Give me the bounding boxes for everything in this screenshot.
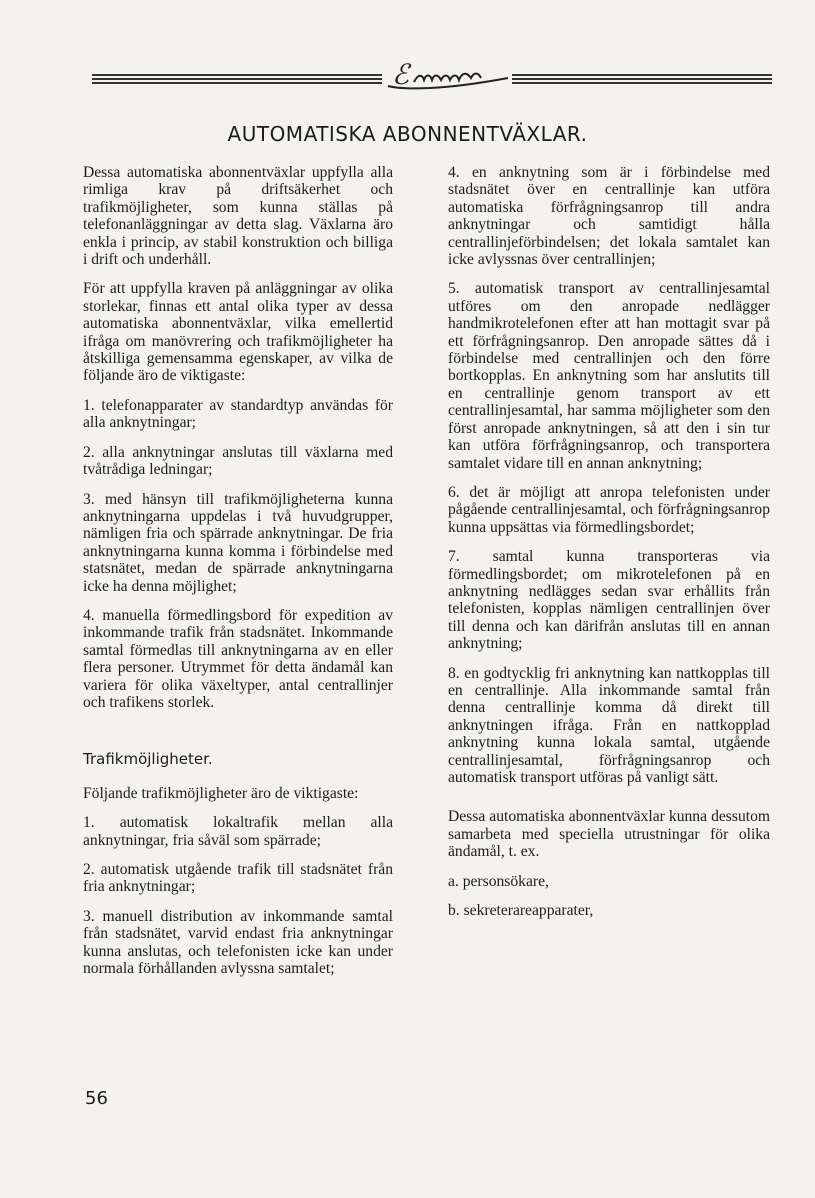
feature-item: 4. manuella förmedlingsbord för expedition av inkommande trafik från stadsnätet. Inkommande samtal förmedlas till anknytningarna av en eller flera personer. Utrymmet för detta ändamål kan variera för olika växeltyper, antal centrallinjer och trafikens storlek.	[83, 606, 393, 711]
page-number: 56	[85, 1088, 108, 1109]
closing-paragraph: Dessa automatiska abonnentväxlar kunna dessutom samarbeta med speciella utrustningar för olika ändamål, t. ex.	[448, 808, 770, 861]
ericsson-logo-script	[384, 56, 512, 96]
header-rule-left	[92, 74, 382, 84]
section-heading: Trafikmöjligheter.	[83, 750, 213, 769]
intro-paragraph: Dessa automatiska abonnentväxlar uppfylla alla rimliga krav på driftsäkerhet och trafikmöjligheter, som kunna ställas på telefonanläggningar av detta slag. Växlarna äro enkla i princip, av stabil konstruktion och billiga i drift och underhåll.	[83, 164, 393, 269]
ericsson-logo	[384, 56, 512, 96]
header-rule-right	[512, 74, 772, 84]
possibility-item: 3. manuell distribution av inkommande samtal från stadsnätet, varvid endast fria anknytningar kunna anslutas, och telefonisten icke kan under normala förhållanden avlyssna samtalet;	[83, 907, 393, 978]
possibility-item: 8. en godtycklig fri anknytning kan nattkopplas till en centrallinje. Alla inkommande samtal från denna centrallinje komma då direkt till anknytningen ifråga. Från en nattkopplad anknytning kunna lokala samtal, utgående centrallinjesamtal, förfrågningsanrop och automatisk transport utföras på vanligt sätt.	[448, 664, 770, 786]
possibility-item: 4. en anknytning som är i förbindelse med stadsnätet över en centrallinje kan utföra automatiska förfrågningsanrop till andra anknytningar och samtidigt hålla centrallinjeförbindelsen; det lokala samtalet kan icke avlyssnas över centrallinjen;	[448, 164, 770, 269]
section-intro: Följande trafikmöjligheter äro de viktigaste:	[83, 784, 359, 802]
possibility-item: 1. automatisk lokaltrafik mellan alla anknytningar, fria såväl som spärrade;	[83, 814, 393, 849]
possibility-item: 2. automatisk utgående trafik till stadsnätet från fria anknytningar;	[83, 861, 393, 896]
left-column	[83, 164, 393, 989]
svg-text:ℰ: ℰ	[392, 58, 408, 91]
feature-item: 2. alla anknytningar anslutas till växlarna med tvåtrådiga ledningar;	[83, 443, 393, 479]
page-header	[92, 58, 772, 102]
feature-item: 1. telefonapparater av standardtyp användas för alla anknytningar;	[83, 396, 393, 432]
possibility-item: 5. automatisk transport av centrallinjesamtal utföres om den anropade nedlägger handmikrotelefonen efter att han mottagit svar på ett förfrågningsanrop. Den anropade sättes då i förbindelse med centrallinjen och den förre bortkopplas. En anknytning som har anslutits till en centrallinje genom transport av ett centrallinjesamtal, har samma möjligheter som den först anropade anknytningen, så att den i sin tur kan utföra förfrågningsanrop, och transportera samtalet vidare till en annan anknytning;	[448, 280, 770, 472]
equipment-item: b. sekreterareapparater,	[448, 902, 594, 920]
possibility-item: 7. samtal kunna transporteras via förmedlingsbordet; om mikrotelefonen på en anknytning nedlägges sedan svar erhållits från telefonisten, kopplas nämligen centrallinjen över till denna och kan därifrån anslutas till en annan anknytning;	[448, 548, 770, 653]
possibility-item: 6. det är möjligt att anropa telefonisten under pågående centrallinjesamtal, och förfrågningsanrop kunna uppsättas via förmedlingsbordet;	[448, 483, 770, 536]
right-column	[448, 164, 770, 922]
equipment-item: a. personsökare,	[448, 872, 549, 890]
intro-paragraph: För att uppfylla kraven på anläggningar av olika storlekar, finnas ett antal olika typer av dessa automatiska abonnentväxlar, vilka emellertid ifråga om manövrering och trafikmöjligheter ha åtskilliga gemensamma egenskaper, av vilka de följande äro de viktigaste:	[83, 280, 393, 385]
feature-item: 3. med hänsyn till trafikmöjligheterna kunna anknytningarna uppdelas i två huvudgrupper, nämligen fria och spärrade anknytningar. De fria anknytningarna kunna komma i förbindelse med statsnätet, medan de spärrade anknytningarna icke ha denna möjlighet;	[83, 490, 393, 595]
page-title: AUTOMATISKA ABONNENTVÄXLAR.	[227, 122, 588, 146]
